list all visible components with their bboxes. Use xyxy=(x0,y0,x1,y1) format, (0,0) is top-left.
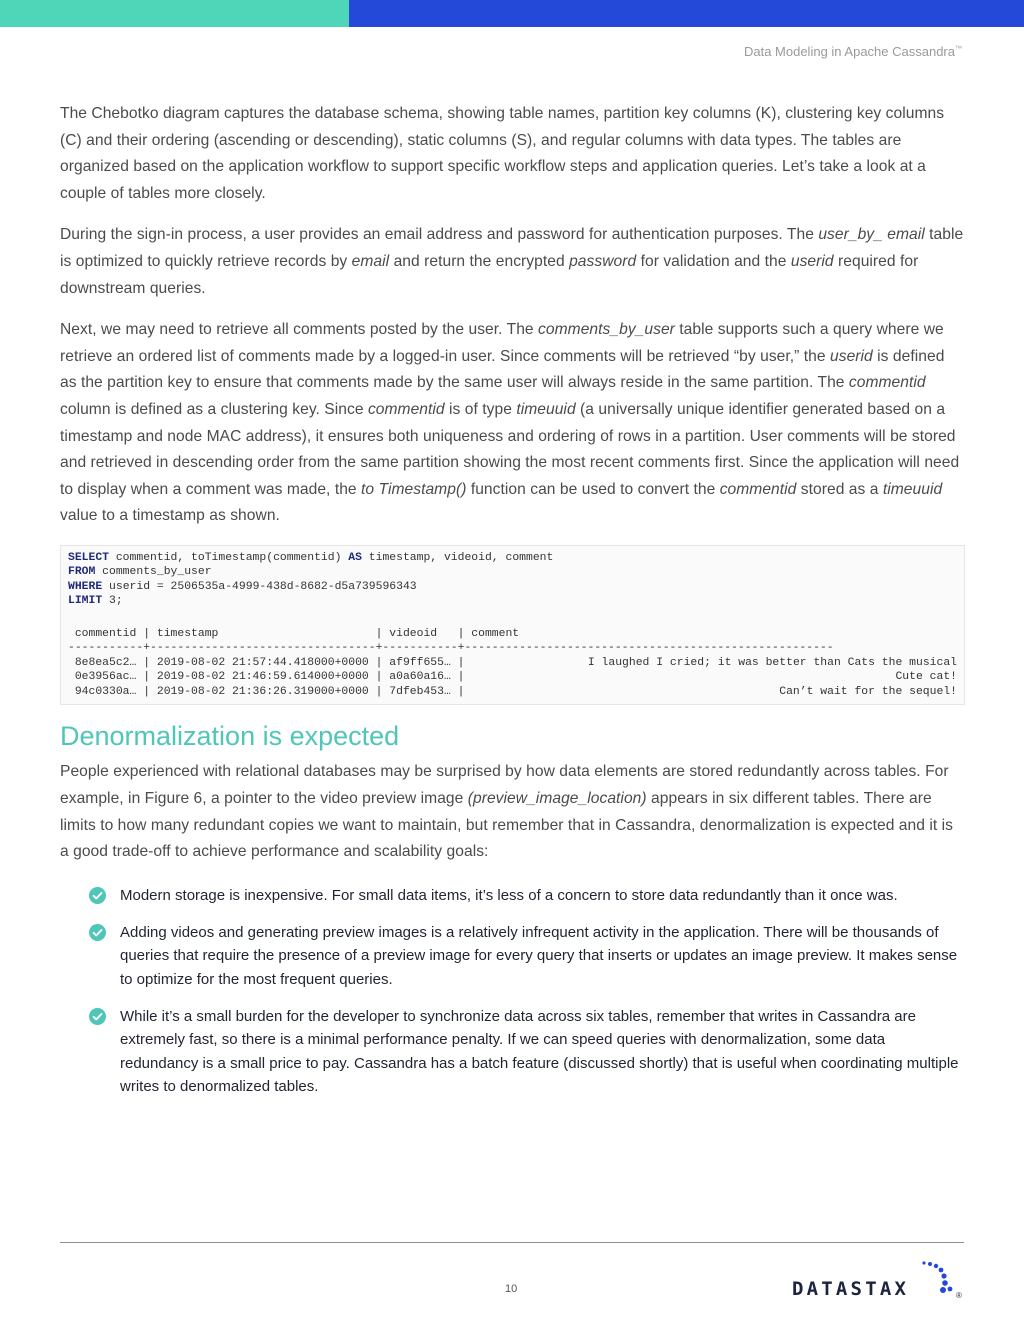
list-item-text: Adding videos and generating preview images is a relatively infrequent activity in the application. There will be thousands of queries that require the presence of a preview image for every query that inserts or updates an image preview. It makes sense to optimize for the most frequent queries. xyxy=(120,924,958,988)
code-line-select xyxy=(68,551,957,566)
top-bar-blue-segment xyxy=(349,0,1024,27)
code-text: userid = 2506535a-4999-438d-8682-d5a739596343 xyxy=(102,580,417,593)
top-color-bar xyxy=(0,0,1024,27)
keyword-select: SELECT xyxy=(68,551,110,564)
italic-run: commentid xyxy=(367,400,445,418)
code-text: comments_by_user xyxy=(95,566,212,579)
cql-code-block xyxy=(60,545,965,706)
footer-divider xyxy=(60,1242,964,1243)
list-item xyxy=(89,884,965,907)
code-text: timestamp, videoid, comment xyxy=(361,551,554,564)
result-row-cells: 94c0330a… | 2019-08-02 21:36:26.319000+0000 | 7dfeb453… | xyxy=(68,685,472,698)
paragraph-chebotko xyxy=(60,101,965,207)
result-header-row xyxy=(68,627,957,642)
paragraph-comments xyxy=(60,317,965,530)
paragraph-denormalization xyxy=(60,759,965,865)
result-header: commentid | timestamp | videoid | comment xyxy=(68,627,520,640)
registered-mark: ® xyxy=(956,1291,962,1300)
italic-run: userid xyxy=(830,347,873,365)
result-comment-cell: Can’t wait for the sequel! xyxy=(779,685,957,698)
page-body xyxy=(60,101,965,1112)
check-circle-icon xyxy=(89,1008,106,1025)
result-row-cells: 8e8ea5c2… | 2019-08-02 21:57:44.418000+0000 | af9ff655… | xyxy=(68,656,472,669)
text-run: and return the encrypted xyxy=(389,252,570,270)
text-run: stored as a xyxy=(796,480,883,498)
italic-run: password xyxy=(569,252,637,270)
code-line-from xyxy=(68,565,957,580)
section-heading: Denormalization is expected xyxy=(60,721,400,752)
trademark-symbol: ™ xyxy=(955,45,962,53)
result-header-spacer xyxy=(557,627,957,642)
running-header-text: Data Modeling in Apache Cassandra xyxy=(743,44,955,59)
list-item-text: Modern storage is inexpensive. For small data items, it’s less of a concern to store data redundantly than it once was. xyxy=(120,886,898,904)
italic-run: userid xyxy=(790,252,834,270)
result-separator: -----------+---------------------------------+-----------+------------------------------------------------------ xyxy=(68,642,834,655)
logo-wordmark: DATASTAX xyxy=(792,1278,910,1300)
code-line-where xyxy=(68,580,957,595)
text-run: During the sign-in process, a user provides an email address and password for authentication purposes. The xyxy=(60,226,819,244)
code-text: commentid, toTimestamp(commentid) xyxy=(109,551,349,564)
paragraph-sign-in xyxy=(60,222,965,302)
code-text: 3; xyxy=(102,595,123,608)
text-run: for validation and the xyxy=(636,252,791,270)
italic-run: (preview_image_location) xyxy=(467,790,647,807)
top-bar-teal-segment xyxy=(0,0,349,27)
result-separator-row xyxy=(68,641,957,656)
text-run: (a universally unique identifier generated based on a timestamp and node MAC address), it ensures both uniqueness and ordering of rows in a partition. User comments will be stored and retrieved in descending order from the same partition showing the most recent comments first. Since the application will need to display when a comment was made, the xyxy=(60,400,960,498)
result-comment-cell: Cute cat! xyxy=(895,671,957,684)
italic-run: timeuuid xyxy=(516,400,576,418)
paragraph-chebotko-text: The Chebotko diagram captures the database schema, showing table names, partition key columns (K), clustering key columns (C) and their ordering (ascending or descending), static columns (S), and regular columns with data types. The tables are organized based on the application workflow to support specific workflow steps and application queries. Let’s take a look at a couple of tables more closely. xyxy=(60,105,945,202)
keyword-from: FROM xyxy=(68,566,96,579)
italic-run: user_by_ email xyxy=(818,226,925,244)
code-spacer xyxy=(68,609,957,627)
italic-run: comments_by_user xyxy=(538,321,675,339)
text-run: table is optimized to quickly retrieve records by xyxy=(60,226,964,270)
check-circle-icon xyxy=(89,924,106,941)
datastax-logo xyxy=(790,1260,970,1305)
result-comment-cell: I laughed I cried; it was better than Cats the musical xyxy=(587,656,957,669)
italic-run: commentid xyxy=(848,374,926,392)
text-run: appears in six different tables. There are limits to how many redundant copies we want to maintain, but remember that in Cassandra, denormalization is expected and it is a good trade-off to achieve performance and scalability goals: xyxy=(60,790,953,861)
text-run: required for downstream queries. xyxy=(60,252,919,297)
italic-run: email xyxy=(351,252,390,270)
list-item-text: While it’s a small burden for the developer to synchronize data across six tables, remember that writes in Cassandra are extremely fast, so there is a minimal performance penalty. If we can speed queries with denormalization, some data redundancy is a small price to pay. Cassandra has a batch feature (discussed shortly) that is useful when coordinating multiple writes to denormalized tables. xyxy=(120,1007,959,1095)
text-run: column is defined as a clustering key. Since xyxy=(60,400,368,418)
keyword-where: WHERE xyxy=(68,580,103,593)
benefit-list xyxy=(60,884,965,1098)
italic-run: to Timestamp() xyxy=(361,480,467,498)
table-row xyxy=(68,670,957,685)
running-header xyxy=(744,44,962,59)
table-row xyxy=(68,685,957,700)
text-run: table supports such a query where we retrieve an ordered list of comments made by a logged-in user. Since comments will be retrieved “by user,” the xyxy=(60,321,944,365)
text-run: Next, we may need to retrieve all comments posted by the user. The xyxy=(60,321,539,339)
result-row-cells: 0e3956ac… | 2019-08-02 21:46:59.614000+0000 | a0a60a16… | xyxy=(68,671,472,684)
query-result-table xyxy=(68,627,957,700)
text-run: is of type xyxy=(444,400,517,418)
keyword-as: AS xyxy=(348,551,362,564)
italic-run: commentid xyxy=(719,480,797,498)
text-run: value to a timestamp as shown. xyxy=(60,507,280,525)
logo-dots-icon xyxy=(922,1261,952,1293)
check-circle-icon xyxy=(89,887,106,904)
table-row xyxy=(68,656,957,671)
text-run: People experienced with relational databases may be surprised by how data elements are stored redundantly across tables. For example, in Figure 6, a pointer to the video preview image xyxy=(60,763,949,807)
code-line-limit xyxy=(68,594,957,609)
list-item xyxy=(89,921,965,991)
text-run: function can be used to convert the xyxy=(466,480,720,498)
text-run: is defined as the partition key to ensure that comments made by the same user will always reside in the same partition. The xyxy=(60,347,945,392)
italic-run: timeuuid xyxy=(882,480,943,498)
page-number: 10 xyxy=(505,1283,518,1295)
list-item xyxy=(89,1005,965,1098)
keyword-limit: LIMIT xyxy=(68,595,103,608)
